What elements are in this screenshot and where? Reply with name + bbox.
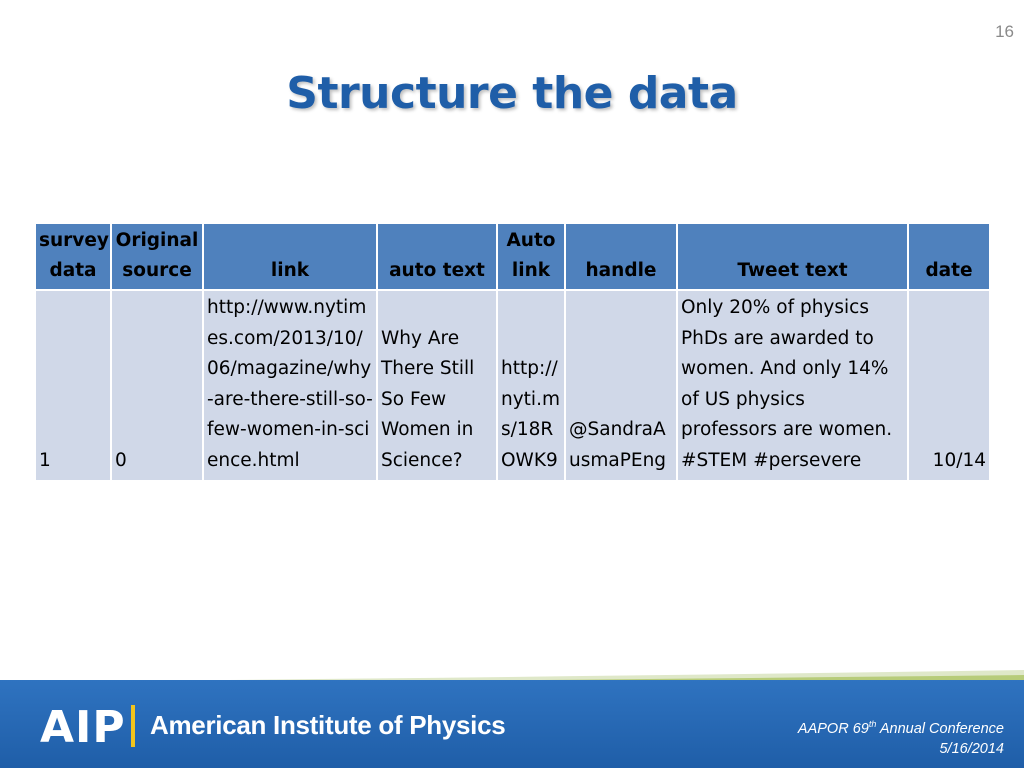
header-survey-data: survey data [35, 223, 111, 290]
header-auto-text: auto text [377, 223, 497, 290]
slide-number: 16 [995, 22, 1014, 41]
cell-tweet-text: Only 20% of physics PhDs are awarded to women. And only 14% of US physics professors are women. #STEM #persevere [677, 290, 908, 481]
aip-logo: AIP [40, 702, 126, 753]
header-date: date [908, 223, 990, 290]
slide-title: Structure the data [286, 68, 738, 119]
header-handle: handle [565, 223, 677, 290]
cell-auto-text: Why Are There Still So Few Women in Science? [377, 290, 497, 481]
table-row [35, 290, 990, 481]
conference-info [798, 714, 1004, 759]
header-link: link [203, 223, 377, 290]
organization-name: American Institute of Physics [150, 710, 506, 740]
cell-survey-data: 1 [35, 290, 111, 481]
logo-divider [131, 705, 135, 747]
cell-original-source: 0 [111, 290, 203, 481]
header-auto-link: Auto link [497, 223, 565, 290]
data-table [34, 222, 991, 482]
header-tweet-text: Tweet text [677, 223, 908, 290]
conference-name: AAPOR 69th Annual Conference [797, 719, 1004, 737]
table-header-row [35, 223, 990, 290]
cell-date: 10/14 [908, 290, 990, 481]
cell-link: http://www.nytimes.com/2013/10/06/magazine/why-are-there-still-so-few-women-in-science.html [203, 290, 377, 481]
header-original-source: Original source [111, 223, 203, 290]
cell-handle: @SandraAusmaPEng [565, 290, 677, 481]
conference-date: 5/16/2014 [939, 740, 1004, 757]
cell-auto-link: http://nyti.ms/18ROWK9 [497, 290, 565, 481]
